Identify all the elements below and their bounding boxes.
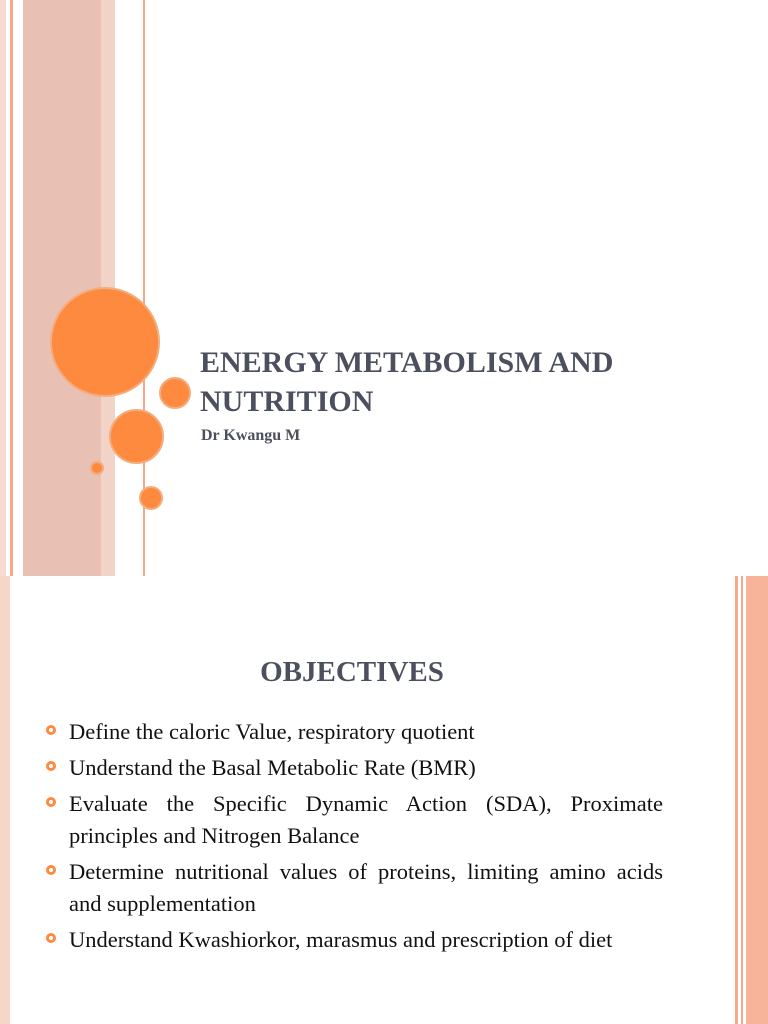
orange-ring-bullet-icon <box>46 865 56 875</box>
objectives-slide <box>0 576 768 1024</box>
orange-ring-bullet-icon <box>46 797 56 807</box>
decorative-stripe <box>735 576 738 1024</box>
decorative-stripe <box>10 0 13 576</box>
orange-ring-bullet-icon <box>46 725 56 735</box>
objective-item <box>45 856 663 920</box>
objective-item <box>45 716 663 748</box>
large-orange-circle <box>50 287 160 397</box>
small-orange-circle <box>159 377 191 409</box>
decorative-stripe <box>746 576 768 1024</box>
objective-item <box>45 924 663 956</box>
slide-subtitle: Dr Kwangu M <box>201 427 301 444</box>
decorative-stripe <box>23 0 101 576</box>
decorative-stripe <box>0 576 10 1024</box>
objective-text: Understand the Basal Metabolic Rate (BMR) <box>69 755 476 780</box>
slide-title: ENERGY METABOLISM AND NUTRITION <box>200 346 614 418</box>
decorative-stripe <box>741 576 743 1024</box>
medium-orange-circle <box>109 409 164 464</box>
small-orange-circle <box>139 486 163 510</box>
decorative-stripe <box>0 0 6 576</box>
objective-item <box>45 752 663 784</box>
orange-ring-bullet-icon <box>46 761 56 771</box>
tiny-orange-circle <box>90 461 104 475</box>
objectives-heading: OBJECTIVES <box>260 656 444 688</box>
objective-text: Determine nutritional values of proteins, limiting amino acids and supplementation <box>69 859 663 916</box>
objectives-list <box>45 716 663 960</box>
objective-text: Evaluate the Specific Dynamic Action (SDA), Proximate principles and Nitrogen Balance <box>69 791 663 848</box>
objective-item <box>45 788 663 852</box>
objective-text: Understand Kwashiorkor, marasmus and prescription of diet <box>69 927 613 952</box>
orange-ring-bullet-icon <box>46 933 56 943</box>
objective-text: Define the caloric Value, respiratory quotient <box>69 719 475 744</box>
